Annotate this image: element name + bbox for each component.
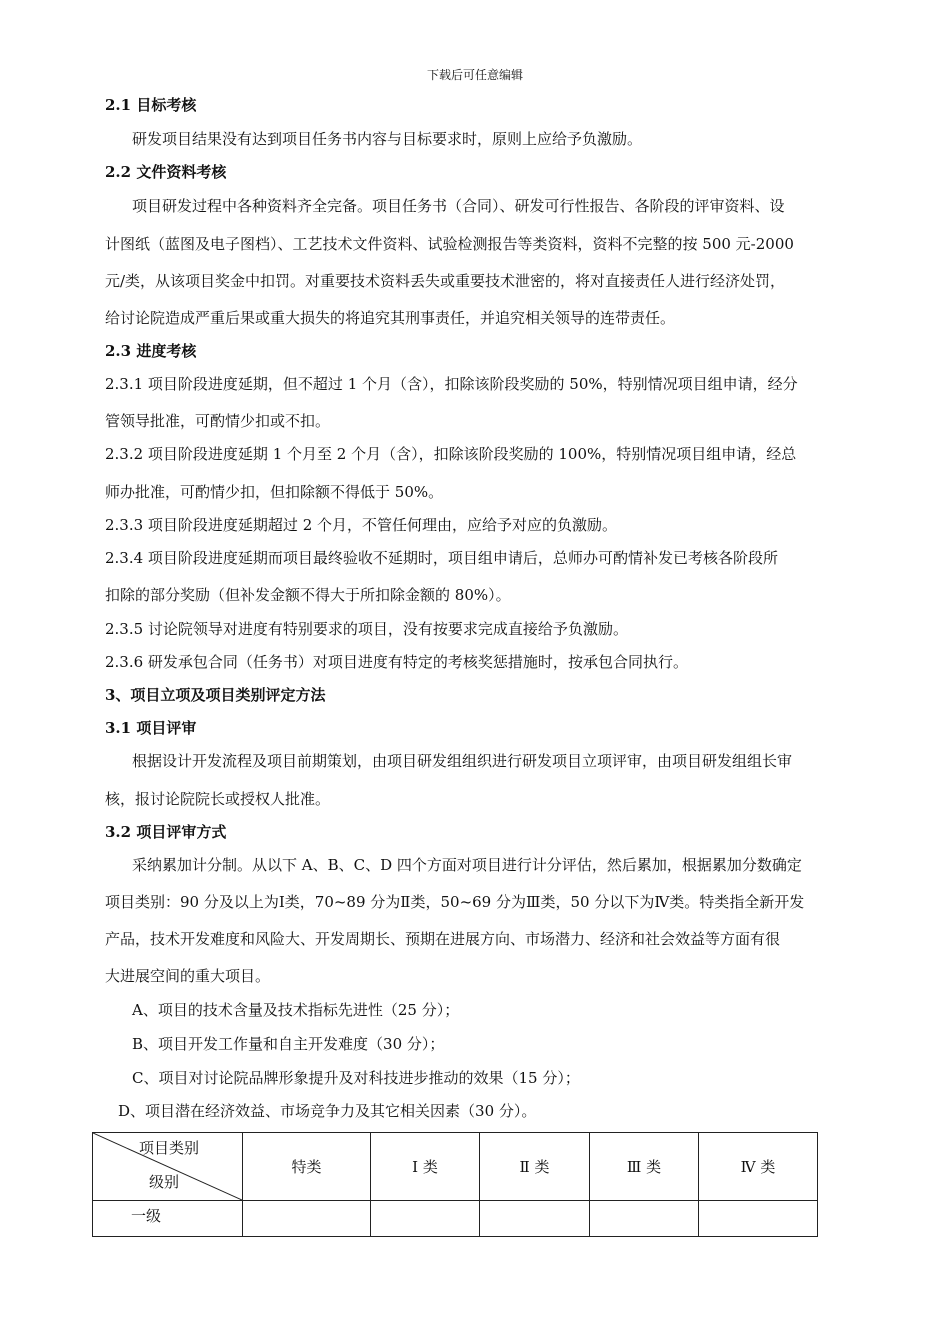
criterion-a: A、项目的技术含量及技术指标先进性（25 分）； xyxy=(132,1001,460,1019)
corner-top-label: 项目类别 xyxy=(139,1139,200,1157)
header-class-1: Ⅰ 类 xyxy=(371,1133,480,1201)
item-2-3-2-line-1: 2.3.2 项目阶段进度延期 1 个月至 2 个月（含），扣除该阶段奖励的 100%，特别情况项目组申请，经总 xyxy=(105,445,797,463)
table-cell xyxy=(480,1201,590,1237)
item-2-3-1-line-2: 管领导批准，可酌情少扣或不扣。 xyxy=(105,412,331,430)
section-2-2-title: 2.2 文件资料考核 xyxy=(105,163,227,181)
section-3-2-line-3: 产品，技术开发难度和风险大、开发周期长、预期在进展方向、市场潜力、经济和社会效益等方面有很 xyxy=(105,930,781,948)
table-cell xyxy=(699,1201,818,1237)
corner-bottom-label: 级别 xyxy=(149,1173,180,1191)
section-3-1-title: 3.1 项目评审 xyxy=(105,719,197,737)
section-2-2-line-4: 给讨论院造成严重后果或重大损失的将追究其刑事责任，并追究相关领导的连带责任。 xyxy=(105,309,676,327)
item-2-3-5: 2.3.5 讨论院领导对进度有特别要求的项目，没有按要求完成直接给予负激励。 xyxy=(105,620,628,638)
item-2-3-1-line-1: 2.3.1 项目阶段进度延期，但不超过 1 个月（含），扣除该阶段奖励的 50%，特别情况项目组申请，经分 xyxy=(105,375,798,393)
section-2-2-line-2: 计图纸（蓝图及电子图档）、工艺技术文件资料、试验检测报告等类资料，资料不完整的按 500 元-2000 xyxy=(105,235,794,253)
item-2-3-4-line-1: 2.3.4 项目阶段进度延期而项目最终验收不延期时，项目组申请后，总师办可酌情补发已考核各阶段所 xyxy=(105,549,778,567)
section-3-1-line-2: 核，报讨论院院长或授权人批准。 xyxy=(105,790,331,808)
section-3-2-line-4: 大进展空间的重大项目。 xyxy=(105,967,271,985)
header-class-2: Ⅱ 类 xyxy=(480,1133,590,1201)
table-corner-cell xyxy=(93,1133,243,1201)
header-special: 特类 xyxy=(243,1133,371,1201)
header-class-4: Ⅳ 类 xyxy=(699,1133,818,1201)
section-2-3-title: 2.3 进度考核 xyxy=(105,342,197,360)
item-2-3-3: 2.3.3 项目阶段进度延期超过 2 个月，不管任何理由，应给予对应的负激励。 xyxy=(105,516,618,534)
criterion-c: C、项目对讨论院品牌形象提升及对科技进步推动的效果（15 分）； xyxy=(132,1069,580,1087)
table-cell xyxy=(371,1201,480,1237)
section-3-1-line-1: 根据设计开发流程及项目前期策划，由项目研发组组织进行研发项目立项评审，由项目研发组组长审 xyxy=(132,752,793,770)
item-2-3-6: 2.3.6 研发承包合同（任务书）对项目进度有特定的考核奖惩措施时，按承包合同执行。 xyxy=(105,653,688,671)
section-2-1-title: 2.1 目标考核 xyxy=(105,96,197,114)
category-table xyxy=(92,1132,818,1237)
header-class-3: Ⅲ 类 xyxy=(590,1133,699,1201)
section-3-2-line-2: 项目类别：90 分及以上为Ⅰ类，70~89 分为Ⅱ类，50~69 分为Ⅲ类，50 分以下为Ⅳ类。特类指全新开发 xyxy=(105,893,805,911)
section-2-2-line-1: 项目研发过程中各种资料齐全完备。项目任务书（合同）、研发可行性报告、各阶段的评审资料、设 xyxy=(132,197,785,215)
section-2-1-text: 研发项目结果没有达到项目任务书内容与目标要求时，原则上应给予负激励。 xyxy=(132,130,643,148)
row-label-level-1: 一级 xyxy=(93,1201,243,1237)
item-2-3-2-line-2: 师办批准，可酌情少扣，但扣除额不得低于 50%。 xyxy=(105,483,444,501)
table-cell xyxy=(590,1201,699,1237)
section-3-2-title: 3.2 项目评审方式 xyxy=(105,823,227,841)
page-header: 下载后可任意编辑 xyxy=(426,68,523,82)
section-3-title: 3、项目立项及项目类别评定方法 xyxy=(105,686,326,704)
table-cell xyxy=(243,1201,371,1237)
criterion-d: D、项目潜在经济效益、市场竞争力及其它相关因素（30 分）。 xyxy=(118,1102,537,1120)
item-2-3-4-line-2: 扣除的部分奖励（但补发金额不得大于所扣除金额的 80%）。 xyxy=(105,586,511,604)
section-3-2-line-1: 采纳累加计分制。从以下 A、B、C、D 四个方面对项目进行计分评估，然后累加，根据累加分数确定 xyxy=(132,856,802,874)
criterion-b: B、项目开发工作量和自主开发难度（30 分）； xyxy=(132,1035,445,1053)
section-2-2-line-3: 元/类，从该项目奖金中扣罚。对重要技术资料丢失或重要技术泄密的，将对直接责任人进行经济处罚， xyxy=(105,272,786,290)
